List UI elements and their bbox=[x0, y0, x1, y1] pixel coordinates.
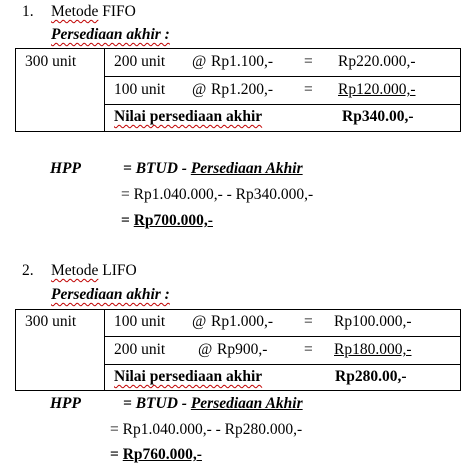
section-number: 1. bbox=[22, 3, 34, 20]
hpp-label: HPP bbox=[50, 160, 81, 177]
row-price: Rp1.100,- bbox=[211, 53, 273, 70]
row-equals: = bbox=[304, 81, 313, 98]
total-value: Rp280.00,- bbox=[335, 368, 407, 385]
row-price: Rp900,- bbox=[217, 341, 268, 358]
row-at: @ bbox=[192, 313, 207, 330]
row-value: Rp100.000,- bbox=[334, 313, 412, 330]
row-price: Rp1.200,- bbox=[211, 81, 273, 98]
row-price: Rp1.000,- bbox=[211, 313, 273, 330]
row-value: Rp180.000,- bbox=[334, 341, 412, 358]
total-label: Nilai persediaan akhir bbox=[114, 108, 263, 125]
row-at: @ bbox=[198, 341, 213, 358]
row-value: Rp120.000,- bbox=[338, 81, 416, 98]
hpp-formula: = BTUD - Persediaan Akhir bbox=[123, 395, 303, 412]
row-equals: = bbox=[304, 313, 313, 330]
subtitle: Persediaan akhir : bbox=[51, 26, 170, 43]
total-value: Rp340.00,- bbox=[342, 108, 414, 125]
subtitle: Persediaan akhir : bbox=[51, 286, 170, 303]
row-equals: = bbox=[304, 53, 313, 70]
hpp-result: = Rp700.000,- bbox=[121, 212, 213, 229]
hpp-calculation: = Rp1.040.000,- - Rp340.000,- bbox=[121, 186, 314, 203]
method-heading: Metode FIFO bbox=[51, 3, 136, 20]
row-at: @ bbox=[192, 81, 207, 98]
section-number: 2. bbox=[22, 262, 34, 279]
row-units: 200 unit bbox=[114, 341, 166, 358]
row-units: 100 unit bbox=[114, 313, 166, 330]
row-units: 100 unit bbox=[114, 81, 166, 98]
hpp-label: HPP bbox=[50, 395, 81, 412]
method-heading: Metode LIFO bbox=[51, 262, 137, 279]
row-at: @ bbox=[192, 53, 207, 70]
row-equals: = bbox=[304, 341, 313, 358]
hpp-result: = Rp760.000,- bbox=[110, 446, 202, 463]
row-value: Rp220.000,- bbox=[338, 53, 416, 70]
total-label: Nilai persediaan akhir bbox=[114, 368, 263, 385]
table-left-cell: 300 unit bbox=[25, 53, 77, 70]
table-left-cell: 300 unit bbox=[25, 313, 77, 330]
hpp-formula: = BTUD - Persediaan Akhir bbox=[123, 160, 303, 177]
row-units: 200 unit bbox=[114, 53, 166, 70]
hpp-calculation: = Rp1.040.000,- - Rp280.000,- bbox=[110, 421, 303, 438]
